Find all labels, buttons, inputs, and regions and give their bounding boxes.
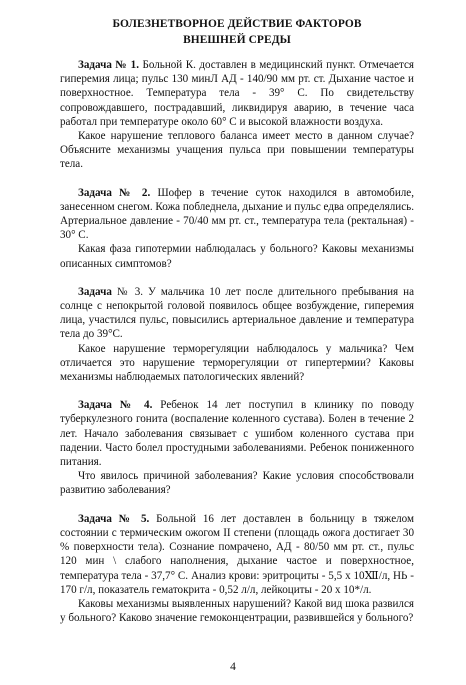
title-line-2: ВНЕШНЕЙ СРЕДЫ [183, 34, 291, 46]
task-3-text [60, 285, 414, 342]
task-1-label: Задача № 1. [78, 59, 139, 71]
task-4-body: Ребенок 14 лет поступил в клинику по поводу туберкулезного гонита (воспаление коленного сустава). Болен в течение 2 лет. Начало заболевания связывает с ушибом коленного сустава при падении. Часто болел простудными заболеваниями. Ребенок пониженного питания. [60, 399, 414, 469]
task-2-question: Какая фаза гипотермии наблюдалась у больного? Каковы механизмы описанных симптомов? [60, 243, 414, 270]
task-2 [60, 186, 414, 271]
task-5-text [60, 512, 414, 597]
task-2-text [60, 186, 414, 243]
task-3-label: Задача [78, 285, 112, 298]
task-5-body: Больной 16 лет доставлен в больницу в тяжелом состоянии с термическим ожогом II степени (площадь ожога достигает 30 % поверхности тела). Сознание помрачено, АД - 80/50 мм рт. ст., пульс 120 мин \ слабого наполнения, дыхание частое и поверхностное, температура тела - 37,7° С. Анализ крови: эритроциты - 5,5 х 10Ⅻ/л, НЬ - 170 г/л, показатель гематокрита - 0,52 л/л, лейкоциты - 20 х 10*/л. [60, 512, 415, 596]
task-5-label: Задача № 5. [78, 512, 150, 525]
task-4-question: Что явилось причиной заболевания? Какие условия способствовали развитию заболевания? [60, 470, 414, 497]
task-2-body: Шофер в течение суток находился в автомобиле, занесенном снегом. Кожа побледнела, дыхание и пульс едва определялись. Артериальное давление - 70/40 мм рт. ст., температура тела (ректальная) - 30° С. [60, 186, 414, 242]
task-4-text [60, 398, 414, 469]
task-1-body: Больной К. доставлен в медицинский пункт. Отмечается гиперемия лица; пульс 130 минЛ АД - 140/90 мм рт. ст. Дыхание частое и поверхностное. Температура тела - 39° С. По свидетельству сопровождавшего, пострадавший, ликвидируя аварию, в течение часа работал при температуре около 60° С и высокой влажности воздуха. [60, 59, 414, 128]
task-2-label: Задача № 2. [78, 186, 151, 199]
task-3 [60, 285, 414, 384]
task-1-text [60, 58, 414, 129]
task-4 [60, 398, 414, 497]
task-5-question: Каковы механизмы выявленных нарушений? Какой вид шока развился у больного? Каково значение гемоконцентрации, развившейся у больного? [60, 597, 414, 625]
task-5 [60, 512, 414, 626]
task-3-body: № 3. У мальчика 10 лет после длительного пребывания на солнце с непокрытой головой появилось общее возбуждение, гиперемия лица, участился пульс, повысились артериальное давление и температура тела до 39°С. [60, 285, 414, 341]
task-4-label: Задача № 4. [78, 399, 153, 412]
page-title [60, 16, 414, 48]
task-1-question: Какое нарушение теплового баланса имеет место в данном случае? Объясните механизмы учащения пульса при повышении температуры тела. [60, 130, 414, 171]
page-number: 4 [230, 661, 236, 673]
task-3-question: Какое нарушение терморегуляции наблюдалось у мальчика? Чем отличается это нарушение терморегуляции от гипертермии? Каковы механизмы наблюдаемых патологических явлений? [60, 342, 414, 384]
task-1 [60, 58, 414, 172]
title-line-1: БОЛЕЗНЕТВОРНОЕ ДЕЙСТВИЕ ФАКТОРОВ [112, 18, 362, 30]
